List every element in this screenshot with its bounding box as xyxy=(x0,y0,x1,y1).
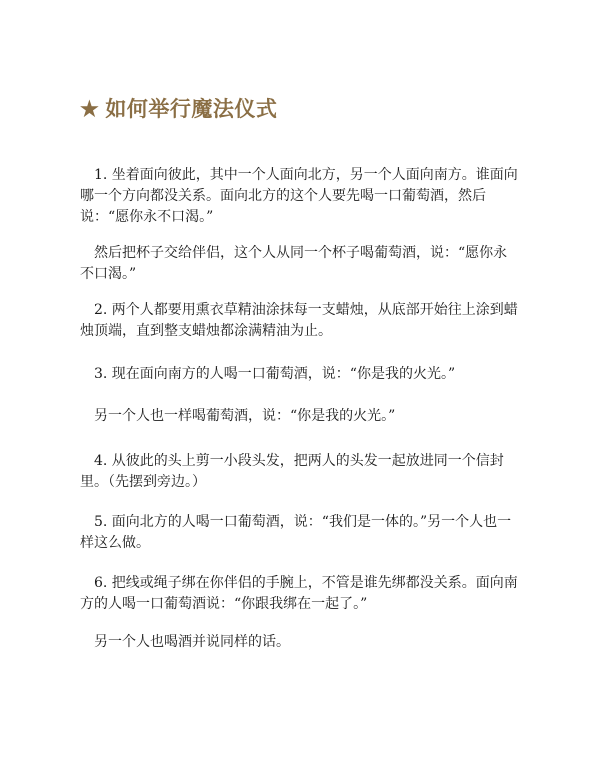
page-title xyxy=(80,93,277,123)
star-icon: ★ xyxy=(80,96,100,121)
paragraph-step-6: 6. 把线或绳子绑在你伴侣的手腕上，不管是谁先绑都没关系。面向南方的人喝一口葡萄酒说：“你跟我绑在一起了。” xyxy=(80,575,518,612)
paragraph-step-6-response: 另一个人也喝酒并说同样的话。 xyxy=(94,634,290,650)
paragraph-step-3: 3. 现在面向南方的人喝一口葡萄酒，说：“你是我的火光。” xyxy=(94,366,456,382)
paragraph-step-4: 4. 从彼此的头上剪一小段头发，把两人的头发一起放进同一个信封里。（先摆到旁边。） xyxy=(80,453,504,490)
paragraph-step-3-response: 另一个人也一样喝葡萄酒，说：“你是我的火光。” xyxy=(94,408,396,424)
paragraph-step-1-response: 然后把杯子交给伴侣，这个人从同一个杯子喝葡萄酒，说：“愿你永不口渴。” xyxy=(80,245,508,282)
paragraph-step-5: 5. 面向北方的人喝一口葡萄酒，说：“我们是一体的。”另一个人也一样这么做。 xyxy=(80,514,512,551)
page-title-text: 如何举行魔法仪式 xyxy=(105,96,278,121)
paragraph-step-2: 2. 两个人都要用熏衣草精油涂抹每一支蜡烛，从底部开始往上涂到蜡烛顶端，直到整支蜡烛都涂满精油为止。 xyxy=(80,302,518,339)
paragraph-step-1: 1. 坐着面向彼此，其中一个人面向北方，另一个人面向南方。谁面向哪一个方向都没关系。面向北方的这个人要先喝一口葡萄酒，然后说：“愿你永不口渴。” xyxy=(80,167,518,225)
